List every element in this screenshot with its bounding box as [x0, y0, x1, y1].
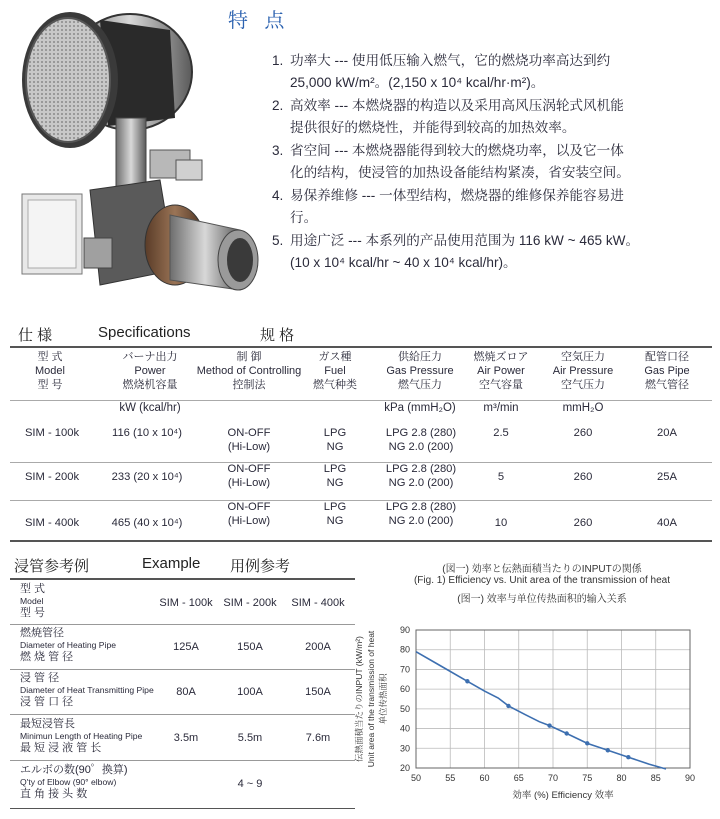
y-tick-label: 70 — [399, 664, 410, 675]
example-row-rule — [10, 624, 355, 625]
example-value: 200A — [305, 641, 331, 653]
feature-line: 功率大 --- 使用低压输入燃气，它的燃烧功率高达到约 — [290, 53, 611, 68]
example-bottom-rule — [10, 808, 355, 809]
y-tick-label: 30 — [399, 743, 410, 754]
feature-line: 化的结构，使浸管的加热设备能结构紧凑，省安装空间。 — [290, 165, 630, 180]
spec-air-pressure: 260 — [573, 427, 593, 439]
feature-item — [272, 185, 712, 229]
feature-number: 2. — [272, 98, 284, 113]
spec-model: SIM - 200k — [24, 471, 80, 483]
y-tick-label: 80 — [399, 644, 410, 655]
series-point — [465, 679, 469, 683]
example-heading-jp: 浸管参考例 — [14, 558, 90, 575]
spec-power: 233 (20 x 10⁴) — [111, 471, 183, 483]
spec-gas-pipe: 25A — [657, 471, 677, 483]
feature-number: 1. — [272, 53, 284, 68]
series-point — [506, 704, 510, 708]
example-row-rule — [10, 669, 355, 670]
spec-top-rule — [10, 346, 712, 348]
spec-model: SIM - 400k — [24, 517, 80, 529]
unit-air-pressure: mmH₂O — [562, 402, 604, 414]
spec-row-rule — [10, 462, 712, 463]
feature-line: 行。 — [290, 210, 318, 225]
chart-title-cn: (图一) 效率与单位传热面积的输入关系 — [457, 594, 627, 605]
col-header-model: 型 式 Model 型 号 — [35, 351, 65, 391]
spec-air-power: 5 — [497, 471, 505, 483]
x-tick-label: 70 — [547, 773, 559, 783]
spec-heading — [14, 324, 714, 346]
x-tick-label: 50 — [410, 773, 422, 783]
y-tick-label: 60 — [399, 684, 410, 695]
spec-air-pressure: 260 — [573, 517, 593, 529]
y-axis-label: 伝熱面積当たりのINPUT (kW/m²) — [354, 636, 364, 762]
spec-control: ON-OFF (Hi-Low) — [227, 463, 271, 489]
col-header-air-power: 燃焼ズロア Air Power 空气容量 — [473, 351, 529, 391]
x-tick-label: 85 — [650, 773, 661, 783]
example-row-min-length: 最短浸管長 Minimun Length of Heating Pipe 最 短 浸 液 管 长 3.5m 5.5m 7.6m — [10, 718, 355, 758]
series-point — [585, 741, 589, 745]
chart-title-jp: (図一) 効率と伝熱面積当たりのINPUTの関係 — [442, 564, 642, 575]
spec-pressure: LPG 2.8 (280) NG 2.0 (200) — [385, 463, 457, 489]
spec-pressure: LPG 2.8 (280) NG 2.0 (200) — [385, 501, 457, 527]
efficiency-chart — [352, 618, 718, 818]
x-tick-label: 80 — [616, 773, 627, 783]
example-model-400k: SIM - 400k — [291, 597, 345, 609]
example-value: 3.5m — [173, 732, 199, 744]
features-title: 特 点 — [228, 8, 290, 32]
spec-gas-pipe: 40A — [657, 517, 677, 529]
spec-pressure: LPG 2.8 (280) NG 2.0 (200) — [385, 427, 457, 453]
feature-line: 提供很好的燃烧性，并能得到较高的加热效率。 — [290, 120, 576, 135]
feature-item — [272, 140, 712, 184]
spec-heading-cn: 规 格 — [260, 327, 295, 344]
chart-title-en: (Fig. 1) Efficiency vs. Unit area of the transmission of heat — [413, 575, 671, 586]
x-tick-label: 60 — [479, 773, 490, 783]
example-row-rule — [10, 714, 355, 715]
series-point — [547, 723, 551, 727]
burner-photo — [0, 0, 262, 312]
example-heading-en: Example — [142, 555, 201, 572]
example-model-100k: SIM - 100k — [159, 597, 213, 609]
spec-air-pressure: 260 — [573, 471, 593, 483]
spec-fuel: LPG NG — [323, 501, 347, 527]
feature-item — [272, 95, 712, 139]
example-value: 80A — [176, 686, 196, 698]
example-model-200k: SIM - 200k — [223, 597, 277, 609]
spec-header-rule — [10, 400, 712, 401]
series-point — [626, 755, 630, 759]
example-value: 150A — [305, 686, 331, 698]
series-point — [606, 748, 610, 752]
feature-item — [272, 50, 712, 94]
col-header-gas-pipe: 配管口径 Gas Pipe 燃气管径 — [644, 351, 690, 391]
y-tick-label: 90 — [399, 625, 410, 635]
example-row-rule — [10, 760, 355, 761]
feature-number: 5. — [272, 233, 284, 248]
feature-line: (10 x 10⁴ kcal/hr ~ 40 x 10⁴ kcal/hr)。 — [290, 255, 517, 270]
example-top-rule — [10, 578, 355, 580]
example-row-transmit-pipe: 浸 管 径 Diameter of Heat Transmitting Pipe 浸 管 口 径 80A 100A 150A — [10, 672, 355, 712]
spec-gas-pipe: 20A — [657, 427, 677, 439]
feature-line: 25,000 kW/m²。(2,150 x 10⁴ kcal/hr·m²)。 — [290, 75, 545, 90]
example-value: 125A — [173, 641, 199, 653]
example-value: 150A — [237, 641, 263, 653]
y-tick-label: 20 — [399, 763, 410, 773]
spec-fuel: LPG NG — [323, 463, 347, 489]
spec-power: 465 (40 x 10⁴) — [111, 517, 183, 529]
example-row-elbow: エルボの数(90゜換算) Q'ty of Elbow (90° elbow) 直 角 接 头 数 4 ~ 9 — [10, 764, 355, 808]
unit-gas-pressure: kPa (mmH₂O) — [384, 402, 456, 414]
y-tick-label: 40 — [399, 723, 410, 734]
y-tick-label: 50 — [399, 703, 410, 714]
unit-air-power: m³/min — [483, 402, 519, 414]
spec-air-power: 10 — [494, 517, 508, 529]
x-tick-label: 65 — [513, 773, 524, 783]
spec-power: 116 (10 x 10⁴) — [112, 427, 182, 439]
col-header-control: 制 御 Method of Controlling 控制法 — [196, 351, 302, 391]
spec-fuel: LPG NG — [323, 427, 347, 453]
feature-item — [272, 230, 712, 274]
spec-control: ON-OFF (Hi-Low) — [227, 501, 271, 527]
feature-line: 易保养维修 --- 一体型结构，燃烧器的维修保养能容易进 — [290, 188, 624, 203]
x-tick-label: 55 — [445, 773, 456, 783]
example-heading-cn: 用例参考 — [230, 558, 291, 575]
unit-power: kW (kcal/hr) — [119, 402, 181, 414]
feature-line: 省空间 --- 本燃烧器能得到较大的燃烧功率，以及它一体 — [290, 143, 624, 158]
spec-heading-en: Specifications — [98, 324, 191, 341]
spec-row-rule — [10, 500, 712, 501]
x-axis-label: 効率 (%) Efficiency 效率 — [512, 790, 614, 801]
x-tick-label: 75 — [582, 773, 593, 783]
example-row-model: 型 式 Model 型 号 SIM - 100k SIM - 200k SIM - 400k — [10, 583, 355, 623]
example-value: 5.5m — [237, 732, 263, 744]
y-axis-label: 单位传热面积 — [378, 673, 388, 725]
col-header-power: バーナ出力 Power 燃烧机容量 — [122, 351, 178, 391]
spec-bottom-rule — [10, 540, 712, 542]
example-value: 100A — [237, 686, 263, 698]
series-point — [565, 731, 569, 735]
spec-model: SIM - 100k — [24, 427, 80, 439]
example-row-heating-pipe: 燃焼管径 Diameter of Heating Pipe 燃 烧 管 径 125A 150A 200A — [10, 627, 355, 667]
feature-line: 高效率 --- 本燃烧器的构造以及采用高风压涡轮式风机能 — [290, 98, 624, 113]
col-header-air-pressure: 空気圧力 Air Pressure 空气压力 — [552, 351, 614, 391]
example-value: 7.6m — [305, 732, 331, 744]
col-header-gas-pressure: 供給圧力 Gas Pressure 燃气压力 — [386, 351, 454, 391]
features-list — [272, 50, 712, 275]
spec-air-power: 2.5 — [493, 427, 509, 439]
col-header-fuel: ガス種 Fuel 燃气种类 — [313, 351, 357, 391]
feature-number: 4. — [272, 188, 284, 203]
y-axis-label: Unit area of the transmission of heat — [366, 630, 376, 768]
spec-control: ON-OFF (Hi-Low) — [227, 427, 271, 453]
example-value: 4 ~ 9 — [237, 778, 263, 790]
x-tick-label: 90 — [684, 773, 696, 783]
spec-heading-jp: 仕 様 — [18, 327, 53, 344]
feature-number: 3. — [272, 143, 284, 158]
feature-line: 用途广泛 --- 本系列的产品使用范围为 116 kW ~ 465 kW。 — [290, 233, 640, 248]
